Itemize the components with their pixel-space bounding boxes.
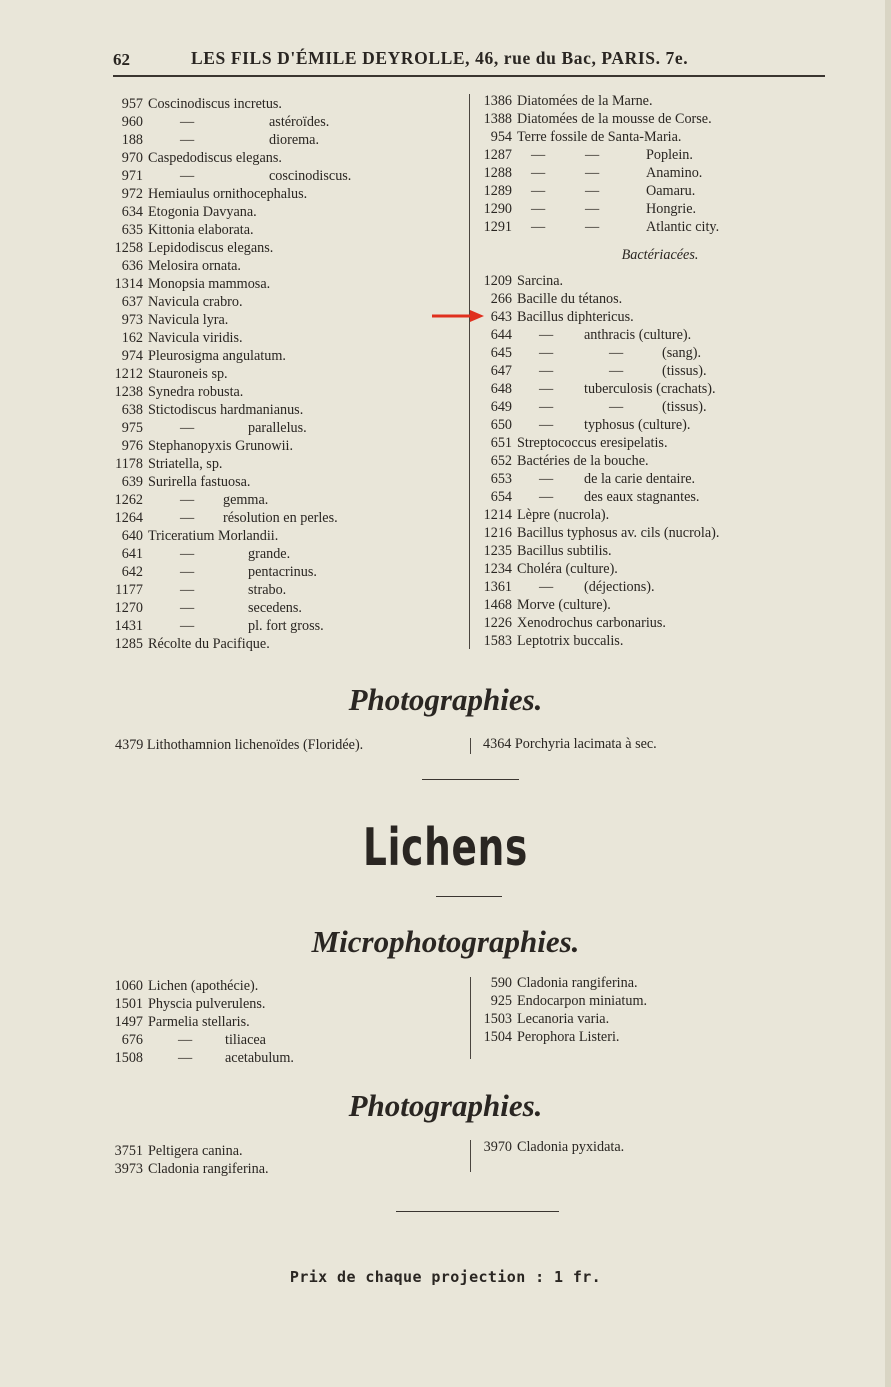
ditto-dash: — bbox=[180, 114, 195, 130]
lichen-micro-list-left bbox=[108, 977, 458, 1067]
catalog-number: 1214 bbox=[483, 507, 512, 523]
list-item bbox=[477, 434, 817, 452]
catalog-number: 1209 bbox=[483, 273, 512, 289]
item-name: Hemiaulus ornithocephalus. bbox=[148, 186, 308, 202]
item-name: Leptotrix buccalis. bbox=[517, 633, 624, 649]
list-item bbox=[108, 437, 458, 455]
item-name: Navicula viridis. bbox=[148, 330, 243, 346]
item-name: Caspedodiscus elegans. bbox=[148, 150, 282, 166]
item-name: Choléra (culture). bbox=[517, 561, 618, 577]
list-item bbox=[477, 974, 817, 992]
list-item bbox=[477, 542, 817, 560]
item-name: Stictodiscus hardmanianus. bbox=[148, 402, 304, 418]
ditto-dash: — bbox=[585, 201, 600, 217]
list-item bbox=[477, 596, 817, 614]
item-name: anthracis (culture). bbox=[584, 327, 692, 343]
catalog-number: 1178 bbox=[115, 456, 143, 472]
ditto-dash: — bbox=[539, 363, 554, 379]
ditto-dash: — bbox=[180, 546, 195, 562]
catalog-number: 1258 bbox=[114, 240, 143, 256]
list-item bbox=[108, 95, 458, 113]
catalog-number: 649 bbox=[490, 399, 512, 415]
item-name: Lepidodiscus elegans. bbox=[148, 240, 274, 256]
item-name: grande. bbox=[248, 546, 291, 562]
item-name: Monopsia mammosa. bbox=[148, 276, 271, 292]
section-title-lichens: Lichens bbox=[363, 818, 528, 878]
catalog-number: 1289 bbox=[483, 183, 512, 199]
list-item bbox=[108, 527, 458, 545]
catalog-number: 643 bbox=[490, 309, 512, 325]
ditto-dash: — bbox=[180, 492, 195, 508]
lichen-photo-divider bbox=[470, 1140, 471, 1172]
page-header bbox=[113, 46, 825, 74]
short-rule-2 bbox=[436, 896, 502, 897]
catalog-number: 960 bbox=[121, 114, 143, 130]
ditto-dash: — bbox=[180, 132, 195, 148]
catalog-number: 971 bbox=[121, 168, 143, 184]
lichen-micro-list-right bbox=[477, 974, 817, 1046]
ditto-dash: — bbox=[539, 381, 554, 397]
list-item bbox=[477, 992, 817, 1010]
catalog-number: 972 bbox=[121, 186, 143, 202]
list-item bbox=[477, 128, 817, 146]
list-item bbox=[108, 383, 458, 401]
ditto-dash: — bbox=[531, 147, 546, 163]
list-item bbox=[108, 275, 458, 293]
list-item bbox=[108, 167, 458, 185]
list-item bbox=[108, 131, 458, 149]
list-item bbox=[108, 1049, 458, 1067]
catalog-number: 1501 bbox=[114, 996, 143, 1012]
ditto-dash: — bbox=[539, 579, 554, 595]
item-name: Pleurosigma angulatum. bbox=[148, 348, 286, 364]
item-name: Lichen (apothécie). bbox=[148, 978, 259, 994]
catalog-number: 266 bbox=[490, 291, 512, 307]
list-item bbox=[108, 563, 458, 581]
list-item bbox=[477, 362, 817, 380]
catalog-number: 1212 bbox=[114, 366, 143, 382]
ditto-dash: — bbox=[180, 510, 195, 526]
catalog-number: 974 bbox=[121, 348, 143, 364]
catalog-number: 3973 bbox=[114, 1161, 143, 1177]
item-name: diorema. bbox=[269, 132, 320, 148]
item-name: Cladonia pyxidata. bbox=[517, 1139, 625, 1155]
list-item bbox=[108, 995, 458, 1013]
item-name: (déjections). bbox=[584, 579, 655, 595]
item-name: Oamaru. bbox=[646, 183, 696, 199]
ditto-dash: — bbox=[531, 165, 546, 181]
red-arrow-icon bbox=[432, 309, 484, 323]
item-name: (tissus). bbox=[662, 363, 707, 379]
ditto-dash: — bbox=[609, 399, 624, 415]
item-name: astéroïdes. bbox=[269, 114, 330, 130]
ditto-dash: — bbox=[180, 168, 195, 184]
item-name: Anamino. bbox=[646, 165, 703, 181]
list-item bbox=[477, 1010, 817, 1028]
column-divider bbox=[469, 94, 470, 649]
catalog-number: 1583 bbox=[483, 633, 512, 649]
photo-divider bbox=[470, 738, 471, 754]
ditto-dash: — bbox=[180, 618, 195, 634]
item-name: Stephanopyxis Grunowii. bbox=[148, 438, 294, 454]
item-name: Morve (culture). bbox=[517, 597, 611, 613]
item-name: coscinodiscus. bbox=[269, 168, 352, 184]
catalog-number: 637 bbox=[121, 294, 143, 310]
item-name: Perophora Listeri. bbox=[517, 1029, 620, 1045]
bottom-rule bbox=[396, 1211, 559, 1212]
photographies-heading-1: Photographies. bbox=[348, 682, 543, 717]
item-name: gemma. bbox=[223, 492, 269, 508]
catalog-number: 642 bbox=[121, 564, 143, 580]
list-item bbox=[477, 488, 817, 506]
item-name: Etogonia Davyana. bbox=[148, 204, 257, 220]
item-name: (sang). bbox=[662, 345, 702, 361]
item-name: Kittonia elaborata. bbox=[148, 222, 254, 238]
catalog-number: 1216 bbox=[483, 525, 512, 541]
list-item bbox=[108, 257, 458, 275]
catalog-number: 1388 bbox=[483, 111, 512, 127]
list-item bbox=[108, 1031, 458, 1049]
item-name: Poplein. bbox=[646, 147, 693, 163]
item-name: Striatella, sp. bbox=[148, 456, 223, 472]
photo-entry-left: 4379 Lithothamnion lichenoïdes (Floridée). bbox=[115, 737, 364, 753]
list-item bbox=[477, 416, 817, 434]
item-name: Navicula crabro. bbox=[148, 294, 243, 310]
catalog-number: 973 bbox=[121, 312, 143, 328]
item-name: Hongrie. bbox=[646, 201, 697, 217]
list-item bbox=[108, 977, 458, 995]
list-item bbox=[108, 1142, 458, 1160]
list-item bbox=[477, 146, 817, 164]
catalog-number: 1468 bbox=[483, 597, 512, 613]
list-item bbox=[108, 455, 458, 473]
item-name: Terre fossile de Santa-Maria. bbox=[517, 129, 682, 145]
list-item bbox=[477, 506, 817, 524]
item-name: Xenodrochus carbonarius. bbox=[517, 615, 666, 631]
item-name: des eaux stagnantes. bbox=[584, 489, 700, 505]
item-name: Diatomées de la mousse de Corse. bbox=[517, 111, 712, 127]
item-name: Récolte du Pacifique. bbox=[148, 636, 270, 652]
lichen-photo-list-right bbox=[477, 1138, 817, 1156]
list-item bbox=[477, 92, 817, 110]
item-name: Peltigera canina. bbox=[148, 1143, 243, 1159]
list-item bbox=[477, 1028, 817, 1046]
catalog-number: 3970 bbox=[483, 1139, 512, 1155]
lichen-divider bbox=[470, 977, 471, 1059]
ditto-dash: — bbox=[180, 582, 195, 598]
catalog-number: 641 bbox=[121, 546, 143, 562]
ditto-dash: — bbox=[531, 183, 546, 199]
catalog-number: 1504 bbox=[483, 1029, 512, 1045]
catalog-number: 1290 bbox=[483, 201, 512, 217]
list-item bbox=[108, 221, 458, 239]
catalog-number: 635 bbox=[121, 222, 143, 238]
list-item bbox=[477, 632, 817, 650]
catalog-number: 648 bbox=[490, 381, 512, 397]
catalog-number: 645 bbox=[490, 345, 512, 361]
ditto-dash: — bbox=[585, 219, 600, 235]
list-item bbox=[108, 635, 458, 653]
list-item bbox=[477, 308, 817, 326]
catalog-number: 1431 bbox=[114, 618, 143, 634]
list-item bbox=[108, 149, 458, 167]
catalog-number: 1264 bbox=[114, 510, 143, 526]
catalog-number: 1508 bbox=[114, 1050, 143, 1066]
header-rule bbox=[113, 75, 825, 77]
catalog-number: 954 bbox=[490, 129, 512, 145]
ditto-dash: — bbox=[539, 399, 554, 415]
list-item bbox=[477, 614, 817, 632]
diatom-list-left bbox=[108, 95, 458, 653]
diatom-list-right bbox=[477, 92, 817, 236]
list-item bbox=[108, 311, 458, 329]
list-item bbox=[477, 200, 817, 218]
ditto-dash: — bbox=[609, 345, 624, 361]
bacteria-heading: Bactériacées. bbox=[621, 247, 699, 263]
item-name: Bacillus diphtericus. bbox=[517, 309, 634, 325]
item-name: Streptococcus eresipelatis. bbox=[517, 435, 668, 451]
list-item bbox=[108, 419, 458, 437]
ditto-dash: — bbox=[180, 420, 195, 436]
item-name: Bacillus typhosus av. cils (nucrola). bbox=[517, 525, 720, 541]
ditto-dash: — bbox=[585, 183, 600, 199]
item-name: Lecanoria varia. bbox=[517, 1011, 610, 1027]
price-line: Prix de chaque projection : 1 fr. bbox=[289, 1268, 602, 1286]
catalog-number: 1287 bbox=[483, 147, 512, 163]
list-item bbox=[477, 290, 817, 308]
catalog-number: 652 bbox=[490, 453, 512, 469]
item-name: pentacrinus. bbox=[248, 564, 317, 580]
item-name: Physcia pulverulens. bbox=[148, 996, 266, 1012]
item-name: Bactéries de la bouche. bbox=[517, 453, 649, 469]
ditto-dash: — bbox=[539, 489, 554, 505]
catalog-number: 1361 bbox=[483, 579, 512, 595]
catalog-number: 1060 bbox=[114, 978, 143, 994]
photo-entry-right: 4364 Porchyria lacimata à sec. bbox=[483, 736, 657, 752]
ditto-dash: — bbox=[531, 201, 546, 217]
item-name: tiliacea bbox=[225, 1032, 266, 1048]
list-item bbox=[108, 293, 458, 311]
ditto-dash: — bbox=[539, 345, 554, 361]
short-rule-1 bbox=[422, 779, 519, 780]
catalog-number: 1177 bbox=[115, 582, 143, 598]
catalog-number: 676 bbox=[121, 1032, 143, 1048]
catalog-number: 3751 bbox=[114, 1143, 143, 1159]
item-name: Endocarpon miniatum. bbox=[517, 993, 648, 1009]
page-number: 62 bbox=[113, 50, 130, 69]
list-item bbox=[477, 560, 817, 578]
catalog-number: 636 bbox=[121, 258, 143, 274]
ditto-dash: — bbox=[585, 165, 600, 181]
catalog-number: 1314 bbox=[114, 276, 143, 292]
ditto-dash: — bbox=[539, 327, 554, 343]
list-item bbox=[108, 365, 458, 383]
catalog-number: 1270 bbox=[114, 600, 143, 616]
list-item bbox=[108, 599, 458, 617]
catalog-number: 654 bbox=[490, 489, 512, 505]
catalog-number: 1386 bbox=[483, 93, 512, 109]
list-item bbox=[108, 617, 458, 635]
catalog-number: 634 bbox=[121, 204, 143, 220]
ditto-dash: — bbox=[180, 564, 195, 580]
ditto-dash: — bbox=[539, 471, 554, 487]
list-item bbox=[108, 239, 458, 257]
bacteria-list bbox=[477, 272, 817, 650]
list-item bbox=[108, 203, 458, 221]
catalog-number: 1226 bbox=[483, 615, 512, 631]
list-item bbox=[477, 344, 817, 362]
list-item bbox=[108, 185, 458, 203]
item-name: Surirella fastuosa. bbox=[148, 474, 251, 490]
list-item bbox=[477, 452, 817, 470]
item-name: Coscinodiscus incretus. bbox=[148, 96, 282, 112]
catalog-number: 650 bbox=[490, 417, 512, 433]
catalog-number: 1288 bbox=[483, 165, 512, 181]
ditto-dash: — bbox=[180, 600, 195, 616]
item-name: typhosus (culture). bbox=[584, 417, 691, 433]
catalog-number: 590 bbox=[490, 975, 512, 991]
item-name: Synedra robusta. bbox=[148, 384, 244, 400]
list-item bbox=[108, 1013, 458, 1031]
item-name: Diatomées de la Marne. bbox=[517, 93, 653, 109]
list-item bbox=[477, 1138, 817, 1156]
item-name: résolution en perles. bbox=[223, 510, 338, 526]
list-item bbox=[477, 380, 817, 398]
item-name: Navicula lyra. bbox=[148, 312, 229, 328]
list-item bbox=[108, 473, 458, 491]
catalog-number: 644 bbox=[490, 327, 512, 343]
catalog-number: 639 bbox=[121, 474, 143, 490]
ditto-dash: — bbox=[178, 1050, 193, 1066]
list-item bbox=[108, 491, 458, 509]
catalog-number: 162 bbox=[121, 330, 143, 346]
list-item bbox=[108, 545, 458, 563]
ditto-dash: — bbox=[585, 147, 600, 163]
list-item bbox=[108, 581, 458, 599]
list-item bbox=[477, 578, 817, 596]
catalog-number: 653 bbox=[490, 471, 512, 487]
catalog-number: 640 bbox=[121, 528, 143, 544]
list-item bbox=[477, 164, 817, 182]
item-name: pl. fort gross. bbox=[248, 618, 324, 634]
item-name: acetabulum. bbox=[225, 1050, 294, 1066]
catalog-number: 925 bbox=[490, 993, 512, 1009]
item-name: Parmelia stellaris. bbox=[148, 1014, 250, 1030]
item-name: secedens. bbox=[248, 600, 302, 616]
page-title: LES FILS D'ÉMILE DEYROLLE, 46, rue du Bac, PARIS. 7e. bbox=[191, 48, 689, 68]
catalog-number: 970 bbox=[121, 150, 143, 166]
item-name: Lèpre (nucrola). bbox=[517, 507, 610, 523]
item-name: parallelus. bbox=[248, 420, 307, 436]
catalog-number: 976 bbox=[121, 438, 143, 454]
item-name: tuberculosis (crachats). bbox=[584, 381, 716, 397]
item-name: Triceratium Morlandii. bbox=[148, 528, 279, 544]
item-name: Bacillus subtilis. bbox=[517, 543, 612, 559]
list-item bbox=[477, 182, 817, 200]
ditto-dash: — bbox=[178, 1032, 193, 1048]
catalog-number: 1238 bbox=[114, 384, 143, 400]
catalog-number: 647 bbox=[490, 363, 512, 379]
catalog-number: 188 bbox=[121, 132, 143, 148]
item-name: (tissus). bbox=[662, 399, 707, 415]
lichen-photo-list-left bbox=[108, 1142, 458, 1178]
microphotographies-heading: Microphotographies. bbox=[311, 924, 580, 959]
catalog-number: 1262 bbox=[114, 492, 143, 508]
ditto-dash: — bbox=[531, 219, 546, 235]
list-item bbox=[477, 326, 817, 344]
list-item bbox=[108, 1160, 458, 1178]
item-name: Bacille du tétanos. bbox=[517, 291, 623, 307]
list-item bbox=[108, 329, 458, 347]
list-item bbox=[108, 401, 458, 419]
catalog-number: 1234 bbox=[483, 561, 512, 577]
list-item bbox=[477, 218, 817, 236]
catalog-number: 957 bbox=[121, 96, 143, 112]
catalog-number: 651 bbox=[490, 435, 512, 451]
item-name: Cladonia rangiferina. bbox=[148, 1161, 269, 1177]
item-name: Sarcina. bbox=[517, 273, 564, 289]
catalog-number: 1235 bbox=[483, 543, 512, 559]
list-item bbox=[108, 347, 458, 365]
list-item bbox=[108, 113, 458, 131]
catalog-number: 1503 bbox=[483, 1011, 512, 1027]
item-name: Atlantic city. bbox=[646, 219, 720, 235]
catalog-number: 975 bbox=[121, 420, 143, 436]
photographies-heading-2: Photographies. bbox=[348, 1088, 543, 1123]
list-item bbox=[477, 470, 817, 488]
item-name: de la carie dentaire. bbox=[584, 471, 696, 487]
list-item bbox=[477, 398, 817, 416]
item-name: Cladonia rangiferina. bbox=[517, 975, 638, 991]
list-item bbox=[477, 110, 817, 128]
ditto-dash: — bbox=[609, 363, 624, 379]
list-item bbox=[477, 524, 817, 542]
catalog-number: 638 bbox=[121, 402, 143, 418]
item-name: strabo. bbox=[248, 582, 287, 598]
catalog-number: 1291 bbox=[483, 219, 512, 235]
item-name: Stauroneis sp. bbox=[148, 366, 228, 382]
catalog-number: 1497 bbox=[114, 1014, 143, 1030]
list-item bbox=[108, 509, 458, 527]
list-item bbox=[477, 272, 817, 290]
ditto-dash: — bbox=[539, 417, 554, 433]
item-name: Melosira ornata. bbox=[148, 258, 241, 274]
catalog-number: 1285 bbox=[114, 636, 143, 652]
